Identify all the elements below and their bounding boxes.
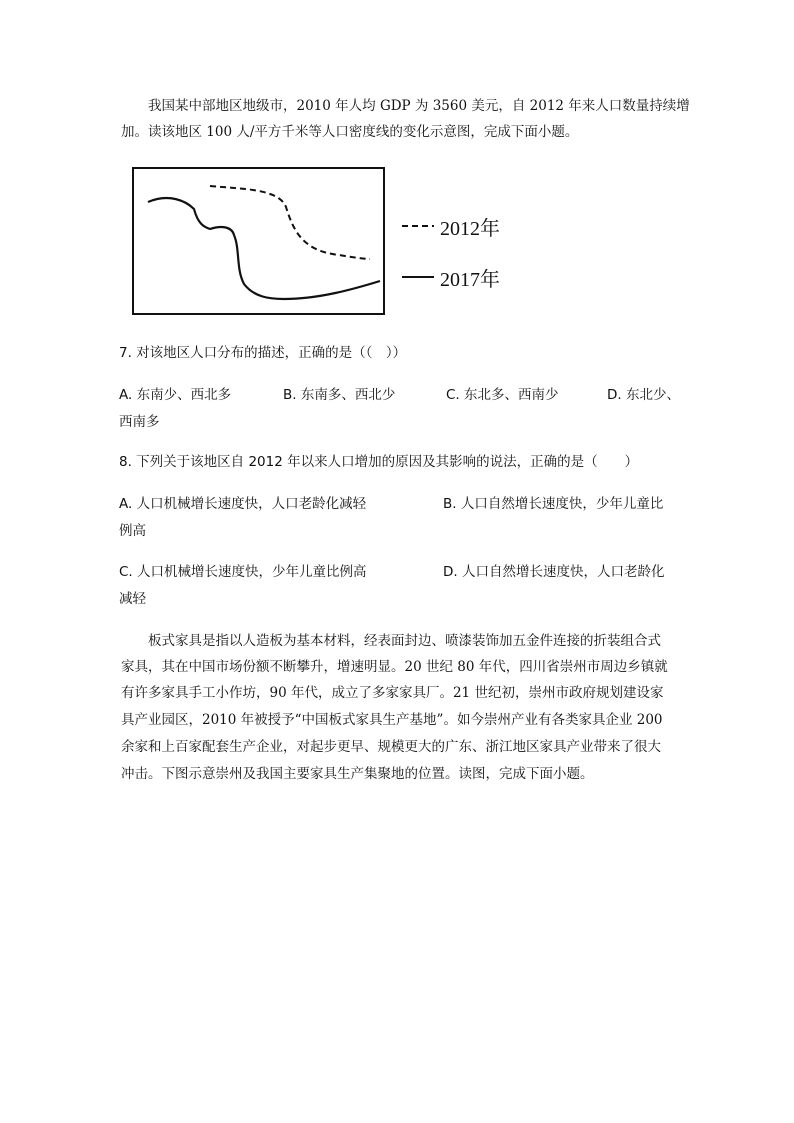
q7-option-d-cont: 西南多 (119, 414, 160, 430)
line-2017-solid (148, 198, 380, 299)
legend-label-2012: 2012年 (440, 217, 500, 240)
passage2-line1: 板式家具是指以人造板为基本材料，经表面封边、喷漆装饰加五金件连接的折装组合式 (148, 633, 661, 649)
legend-2017 (402, 262, 500, 292)
q8-option-c[interactable]: C. 人口机械增长速度快，少年儿童比例高 (119, 564, 367, 580)
q8-option-b[interactable]: B. 人口自然增长速度快，少年儿童比 (443, 496, 664, 512)
q8-stem: 8. 下列关于该地区自 2012 年以来人口增加的原因及其影响的说法，正确的是（ ） (119, 454, 639, 470)
legend-2012 (402, 211, 500, 241)
q7-option-b[interactable]: B. 东南多、西北少 (283, 387, 396, 403)
passage2-line3: 有许多家具手工小作坊，90 年代，成立了多家家具厂。21 世纪初，崇州市政府规划建设家 (121, 685, 664, 701)
legend-label-2017: 2017年 (440, 268, 500, 291)
passage1-line2: 加。读该地区 100 人/平方千米等人口密度线的变化示意图，完成下面小题。 (121, 124, 579, 140)
passage2-line2: 家具，其在中国市场份额不断攀升，增速明显。20 世纪 80 年代，四川省崇州市周边乡镇就 (121, 659, 668, 675)
q8-option-d[interactable]: D. 人口自然增长速度快，人口老龄化 (443, 564, 665, 580)
line-2012-dashed (210, 186, 370, 259)
q8-option-d-cont: 减轻 (119, 591, 146, 607)
q8-option-b-cont: 例高 (119, 523, 146, 539)
passage2-line5: 余家和上百家配套生产企业，对起步更早、规模更大的广东、浙江地区家具产业带来了很大 (121, 739, 661, 755)
dashed-line-icon (402, 223, 434, 229)
q7-option-a[interactable]: A. 东南少、西北多 (119, 387, 232, 403)
q7-stem: 7. 对该地区人口分布的描述，正确的是（（ ）） (119, 345, 407, 361)
solid-line-icon (402, 274, 434, 280)
passage2-line6: 冲击。下图示意崇州及我国主要家具生产集聚地的位置。读图，完成下面小题。 (121, 766, 594, 782)
passage2-line4: 具产业园区，2010 年被授予“中国板式家具生产基地”。如今崇州产业有各类家具企业 200 (121, 712, 663, 728)
q7-option-c[interactable]: C. 东北多、西南少 (446, 387, 559, 403)
q7-option-d[interactable]: D. 东北少、 (607, 387, 680, 403)
passage1-line1: 我国某中部地区地级市，2010 年人均 GDP 为 3560 美元，自 2012 年来人口数量持续增 (148, 98, 690, 114)
q8-option-a[interactable]: A. 人口机械增长速度快，人口老龄化减轻 (119, 496, 367, 512)
density-line-diagram (132, 167, 385, 315)
